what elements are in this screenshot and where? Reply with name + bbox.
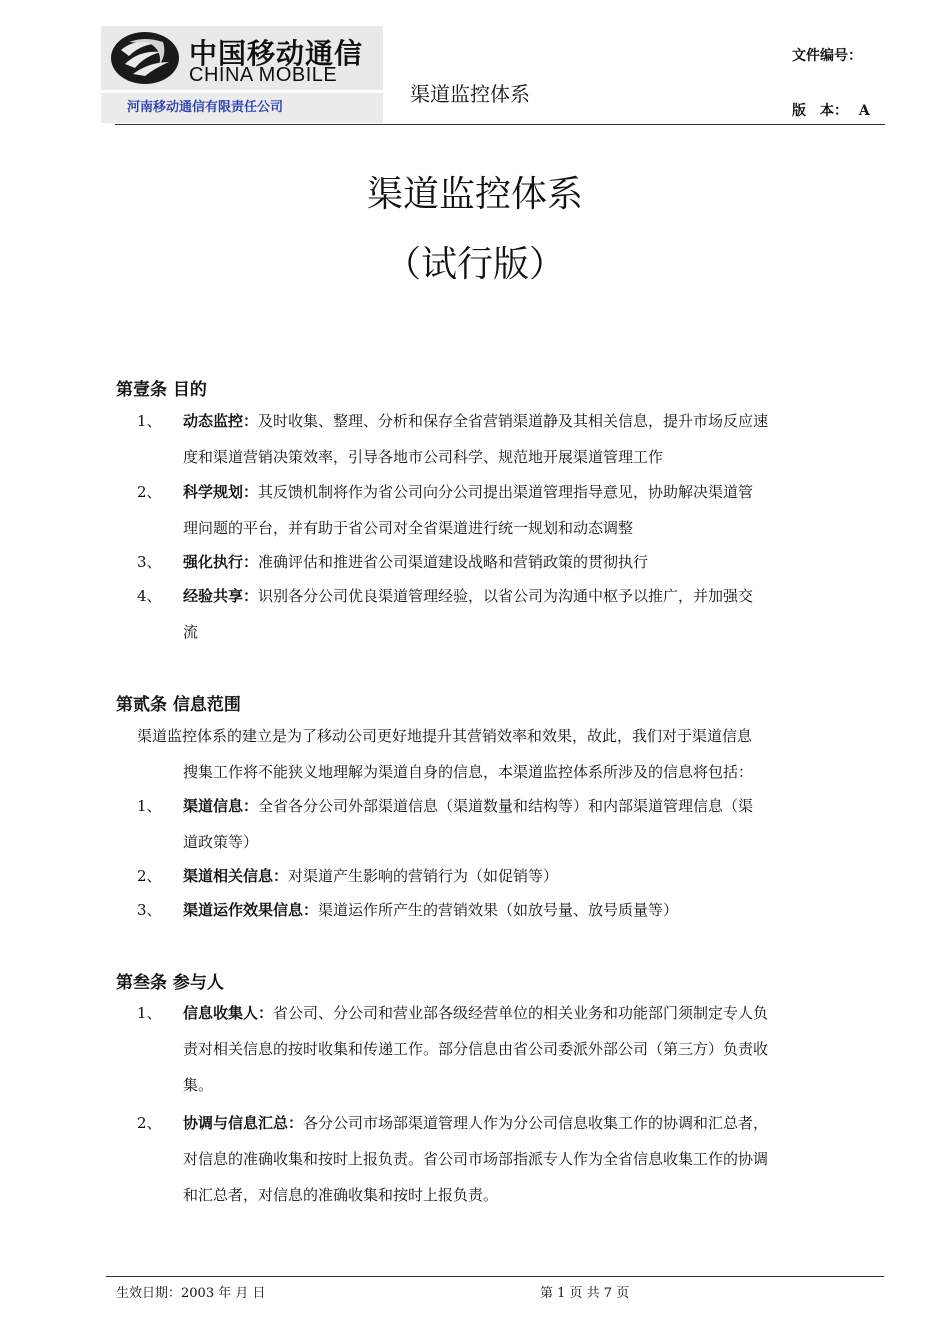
item-number: 1、: [137, 412, 162, 430]
item-number: 2、: [137, 1114, 162, 1132]
item-number: 1、: [137, 797, 162, 815]
item-text: 省公司、分公司和营业部各级经营单位的相关业务和功能部门须制定专人负: [273, 1004, 769, 1022]
item-number: 3、: [137, 901, 162, 919]
section-heading: 第壹条 目的: [116, 380, 207, 400]
company-logo: [101, 26, 383, 90]
item-text: 其反馈机制将作为省公司向分公司提出渠道管理指导意见，协助解决渠道管: [258, 483, 754, 501]
page-number: 第 1 页 共 7 页: [540, 1286, 630, 1301]
version-label: 版 本：: [792, 103, 848, 119]
item-number: 2、: [137, 867, 162, 885]
item-text: 准确评估和推进省公司渠道建设战略和营销政策的贯彻执行: [258, 553, 649, 571]
version-value: A: [858, 103, 870, 119]
item-text-cont: 理问题的平台，并有助于省公司对全省渠道进行统一规划和动态调整: [183, 519, 634, 537]
item-label: 渠道运作效果信息：: [183, 901, 319, 919]
item-text-cont: 和汇总者，对信息的准确收集和按时上报负责。: [183, 1186, 499, 1204]
item-label: 经验共享：: [183, 587, 259, 605]
item-text: 对渠道产生影响的营销行为（如促销等）: [288, 867, 559, 885]
item-text: 全省各分公司外部渠道信息（渠道数量和结构等）和内部渠道管理信息（渠: [258, 797, 754, 815]
item-text-cont: 流: [183, 623, 199, 641]
intro-line: 渠道监控体系的建立是为了移动公司更好地提升其营销效率和效果，故此，我们对于渠道信息: [137, 727, 753, 745]
item-text-cont: 道政策等）: [183, 833, 259, 851]
section-heading: 第叁条 参与人: [116, 973, 224, 993]
footer-divider: [106, 1276, 884, 1277]
list-item: [137, 858, 847, 894]
item-number: 2、: [137, 483, 162, 501]
item-number: 1、: [137, 1004, 162, 1022]
list-item: [137, 1105, 847, 1213]
item-label: 动态监控：: [183, 412, 259, 430]
effective-date: 生效日期：2003 年 月 日: [116, 1286, 266, 1301]
item-text-cont: 责对相关信息的按时收集和传递工作。部分信息由省公司委派外部公司（第三方）负责收: [183, 1040, 769, 1058]
item-text-cont: 度和渠道营销决策效率，引导各地市公司科学、规范地开展渠道管理工作: [183, 448, 664, 466]
list-item: [137, 995, 847, 1103]
company-name: 河南移动通信有限责任公司: [101, 93, 383, 123]
item-label: 渠道信息：: [183, 797, 259, 815]
document-subtitle: （试行版）: [384, 244, 565, 285]
item-text-cont: 集。: [183, 1076, 214, 1094]
list-item: [137, 788, 847, 860]
list-item: [137, 578, 847, 650]
logo-english-text: CHINA MOBILE: [189, 64, 338, 86]
header-title: 渠道监控体系: [410, 82, 530, 106]
list-item: [137, 544, 847, 580]
logo-chinese-text: 中国移动通信: [189, 37, 364, 70]
item-text: 渠道运作所产生的营销效果（如放号量、放号质量等）: [318, 901, 679, 919]
item-text: 识别各分公司优良渠道管理经验，以省公司为沟通中枢予以推广，并加强交: [258, 587, 754, 605]
item-label: 渠道相关信息：: [183, 867, 289, 885]
item-text: 及时收集、整理、分析和保存全省营销渠道静及其相关信息，提升市场反应速: [258, 412, 769, 430]
item-number: 3、: [137, 553, 162, 571]
item-label: 强化执行：: [183, 553, 259, 571]
document-number-label: 文件编号：: [792, 48, 862, 64]
list-item: [137, 403, 847, 475]
item-label: 科学规划：: [183, 483, 259, 501]
list-item: [137, 892, 847, 928]
version-field: [792, 100, 870, 120]
section-heading: 第贰条 信息范围: [116, 695, 241, 715]
china-mobile-emblem-icon: [109, 30, 181, 86]
item-number: 4、: [137, 587, 162, 605]
section-intro: [137, 718, 847, 790]
item-label: 信息收集人：: [183, 1004, 274, 1022]
header-divider: [115, 124, 885, 125]
intro-line-cont: 搜集工作将不能狭义地理解为渠道自身的信息，本渠道监控体系所涉及的信息将包括：: [183, 763, 754, 781]
item-text: 各分公司市场部渠道管理人作为分公司信息收集工作的协调和汇总者，: [303, 1114, 769, 1132]
item-text-cont: 对信息的准确收集和按时上报负责。省公司市场部指派专人作为全省信息收集工作的协调: [183, 1150, 769, 1168]
document-title: 渠道监控体系: [366, 174, 583, 215]
list-item: [137, 474, 847, 546]
item-label: 协调与信息汇总：: [183, 1114, 304, 1132]
